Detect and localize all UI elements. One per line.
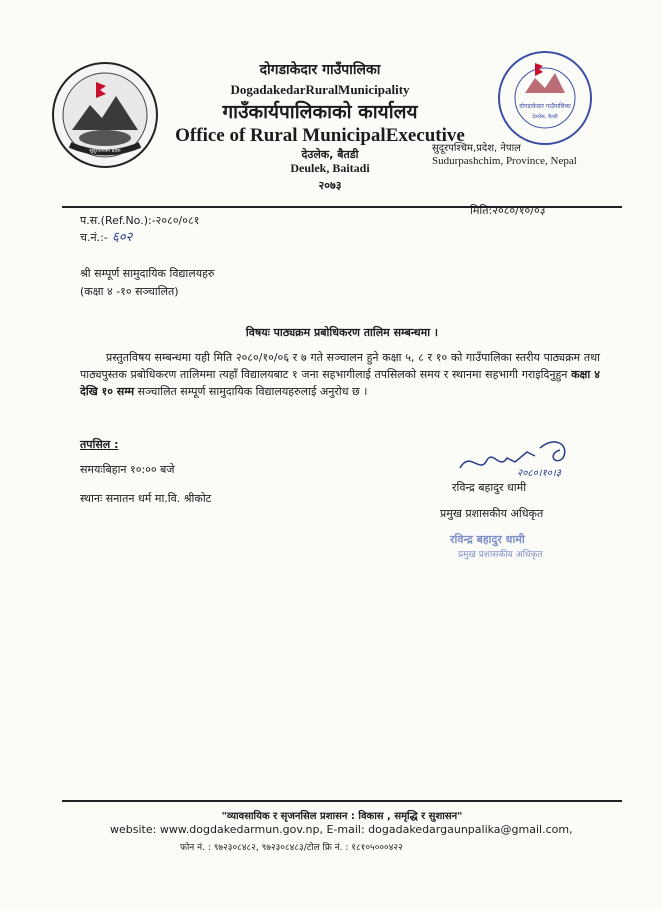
reference-number: प.स.(Ref.No.):-२०८०/०८१ [80, 214, 200, 227]
details-place: स्थानः सनातन धर्म मा.वि. श्रीकोट [80, 492, 212, 505]
recipient-line-1: श्री सम्पूर्ण सामुदायिक विद्यालयहरु [80, 267, 215, 280]
municipality-name-np: दोगडाकेदार गाउँपालिका [259, 62, 381, 78]
office-name-np: गाउँकार्यपालिकाको कार्यालय [222, 101, 418, 123]
letter-date: मिति:२०८०/१०/०३ [470, 204, 546, 217]
details-time: समयःबिहान १०:०० बजे [80, 463, 175, 476]
footer-motto: "व्यावसायिक र सृजनसिल प्रशासन : विकास , समृद्धि र सुशासन" [221, 811, 463, 822]
government-emblem-left [50, 60, 160, 170]
province-en: Sudurpashchim, Province, Nepal [432, 155, 577, 167]
established-year: २०७३ [318, 179, 342, 192]
signature-scribble [455, 430, 585, 480]
name-stamp [450, 532, 543, 560]
province-np: सुदूरपश्चिम,प्रदेश, नेपाल [432, 143, 521, 154]
signature-block [455, 430, 585, 480]
dispatch-number-label: च.नं.:- [80, 231, 108, 244]
footer-divider [62, 800, 622, 802]
emblem-caption: सुदूरपश्चिम प्रदेश [89, 148, 121, 154]
details-heading: तपसिल : [80, 438, 119, 451]
signatory-title: प्रमुख प्रशासकीय अधिकृत [440, 507, 544, 520]
subject-line: विषयः पाठ्यक्रम प्रबोधिकरण तालिम सम्बन्धमा । [245, 326, 439, 339]
body-paragraph: प्रस्तुतविषय सम्बन्धमा यही मिति २०८०/१०/०६ र ७ गते सञ्चालन हुने कक्षा ५, ८ र १० को गाउँपालिका स्तरीय पाठ्यक्रम तथा पाठ्यपुस्तक प्रबोधिकरण तालिममा त्यहाँ विद्यालयबाट १ जना सहभागीलाई तपसिलको समय र स्थानमा सहभागी गराइदिनुहुन कक्षा ४ देखि १० सम्म सञ्चालित सम्पूर्ण सामुदायिक विद्यालयहरुलाई अनुरोध छ । [80, 351, 600, 398]
signature-date: २०८०।१०।३ [517, 468, 561, 479]
address-np: देउलेक, बैतडी [301, 148, 359, 161]
address-en: Deulek, Baitadi [290, 161, 370, 175]
footer-phone: फोन नं. : ९७२३०८४८२, ९७२३०८४८३/टोल फ्रि नं. : १८१०५०००४२२ [180, 843, 403, 853]
recipient-line-2: (कक्षा ४ -१० सञ्चालित) [80, 285, 179, 298]
seal-text: दोगडाकेदार गाउँपालिका [519, 103, 571, 110]
body-bold-phrase: कक्षा ४ देखि १० सम्म [80, 368, 600, 398]
signatory-name: रविन्द्र बहादुर धामी [452, 481, 527, 494]
stamp-name: रविन्द्र बहादुर धामी [450, 533, 525, 546]
office-seal-right [495, 48, 595, 148]
dispatch-number-value: ६०२ [112, 230, 133, 245]
office-name-en: Office of Rural MunicipalExecutive [175, 125, 465, 146]
municipality-name-en: DogadakedarRuralMunicipality [230, 82, 410, 97]
stamp-title: प्रमुख प्रशासकीय अधिकृत [458, 550, 543, 560]
svg-text:देउलेक, बैतडी: देउलेक, बैतडी [532, 114, 558, 120]
footer-contact: website: www.dogdakedarmun.gov.np, E-mail: dogadakedargaunpalika@gmail.com, [110, 823, 573, 836]
